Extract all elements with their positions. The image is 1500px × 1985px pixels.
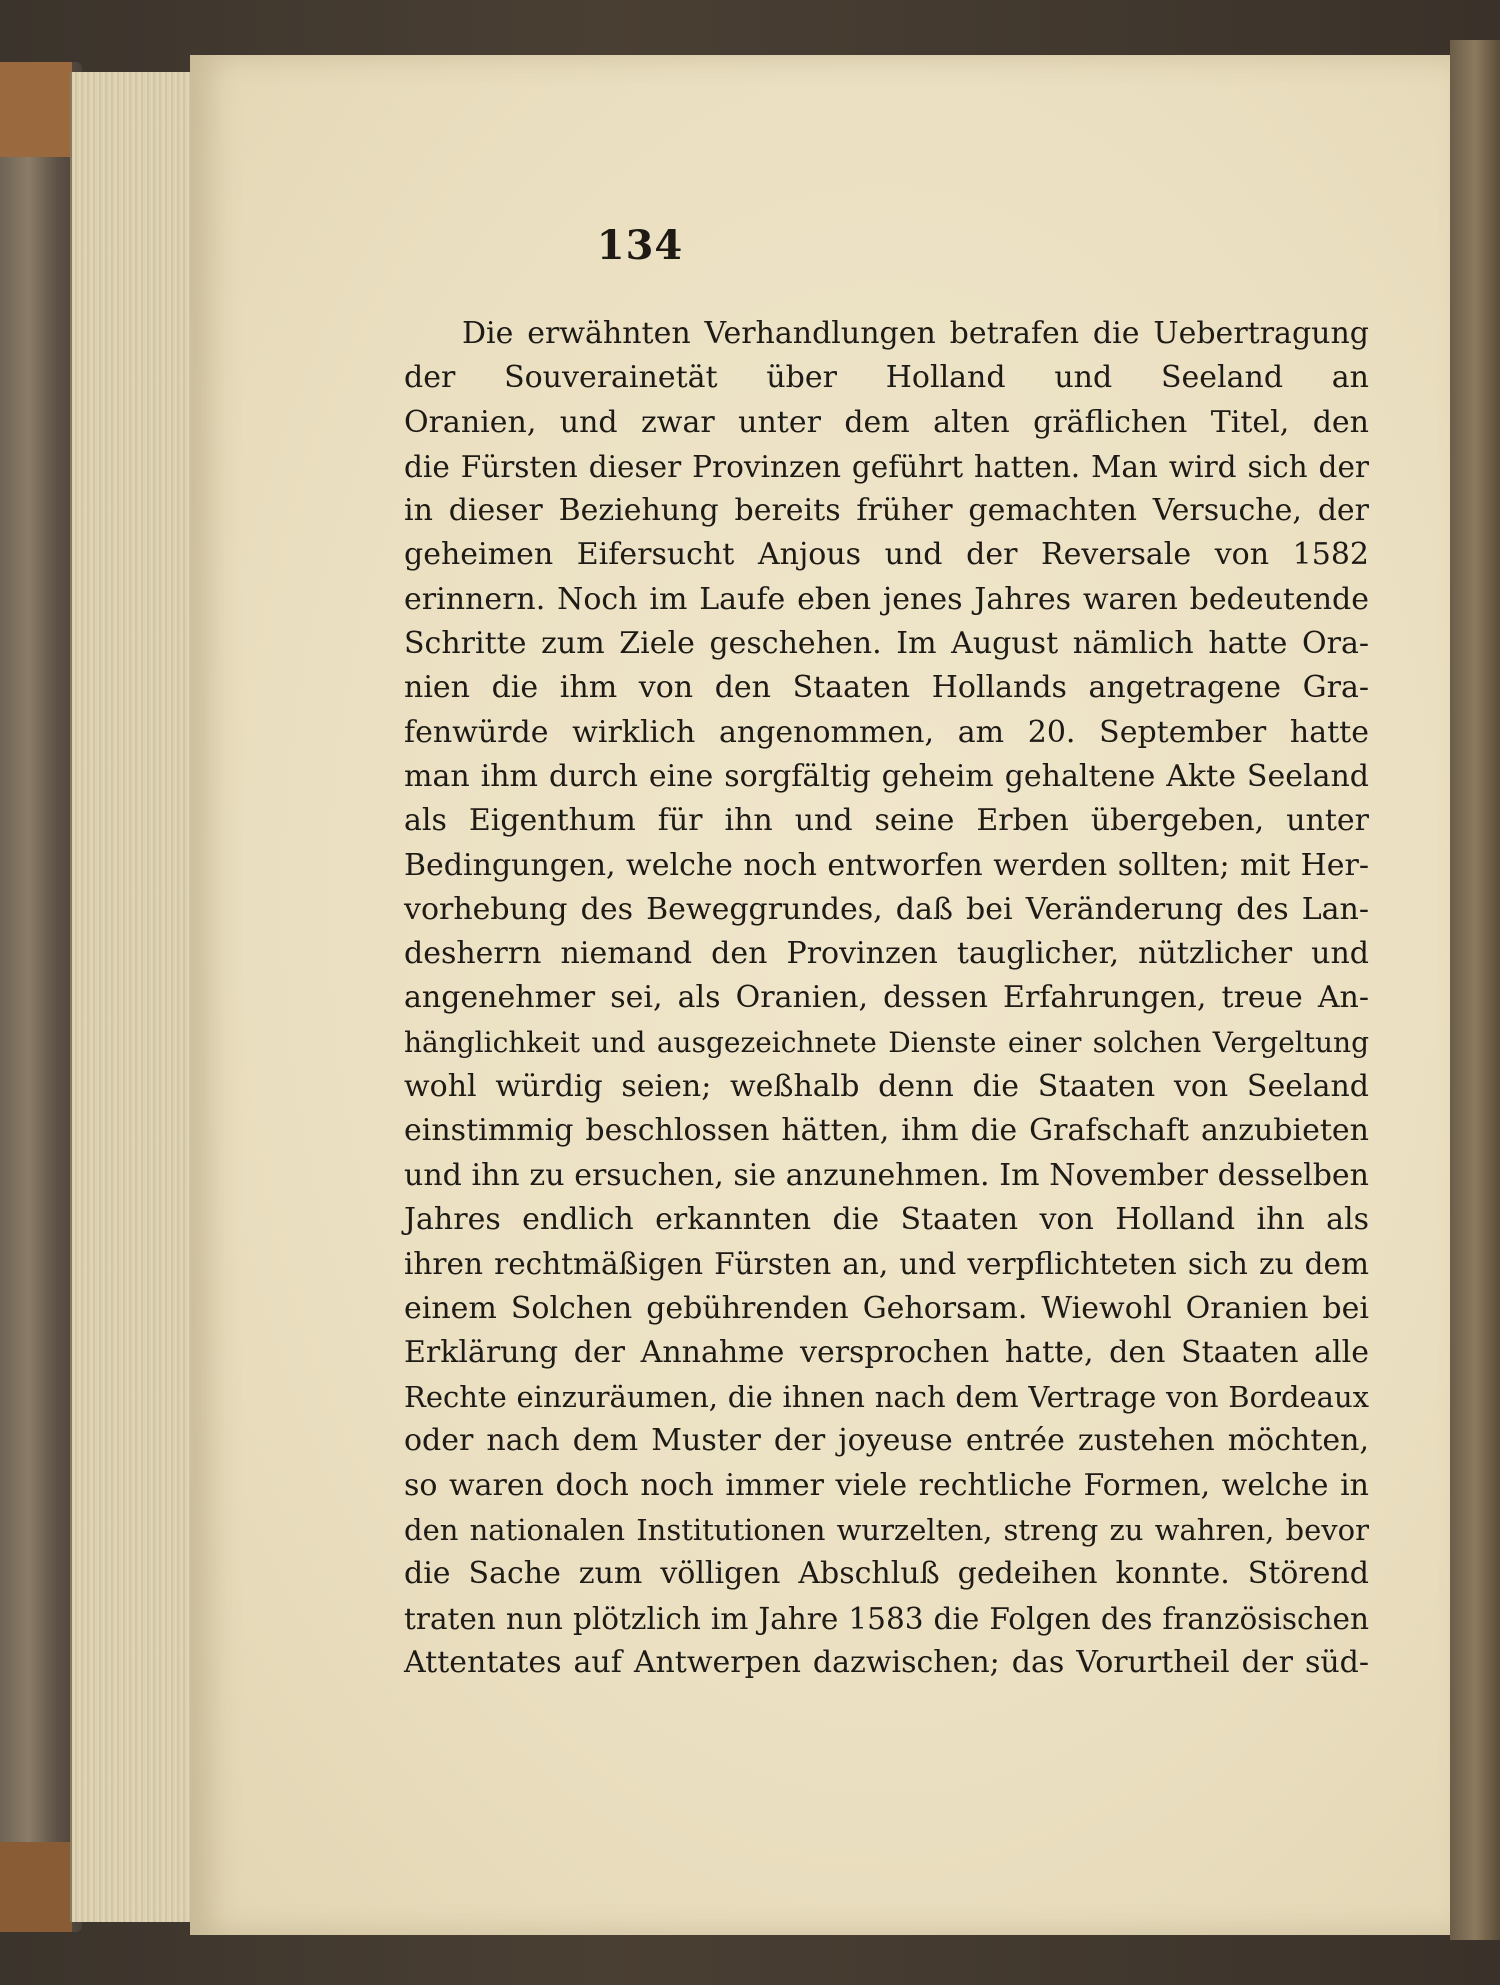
text-line: ihren rechtmäßigen Fürsten an, und verpflichteten sich zu dem — [404, 1247, 1369, 1282]
text-line: geheimen Eifersucht Anjous und der Reversale von 1582 — [404, 537, 1369, 573]
text-line: einem Solchen gebührenden Gehorsam. Wiewohl Oranien bei — [404, 1290, 1369, 1326]
text-line: Oranien, und zwar unter dem alten gräflichen Titel, den — [404, 404, 1369, 440]
text-line: fenwürde wirklich angenommen, am 20. September hatte — [404, 714, 1369, 750]
text-line: vorhebung des Beweggrundes, daß bei Veränderung des Lan- — [404, 891, 1369, 927]
text-line: so waren doch noch immer viele rechtliche Formen, welche in — [404, 1467, 1369, 1503]
book-cover-right — [1450, 40, 1500, 1940]
text-line: oder nach dem Muster der joyeuse entrée zustehen möchten, — [404, 1423, 1369, 1459]
text-line: der Souverainetät über Holland und Seeland an — [404, 360, 1369, 396]
text-line: als Eigenthum für ihn und seine Erben übergeben, unter — [404, 803, 1369, 839]
text-line: den nationalen Institutionen wurzelten, streng zu wahren, bevor — [404, 1513, 1369, 1548]
text-line: Attentates auf Antwerpen dazwischen; das Vorurtheil der süd- — [404, 1644, 1369, 1680]
body-text — [404, 312, 1369, 1685]
text-line: wohl würdig seien; weßhalb denn die Staaten von Seeland — [404, 1069, 1369, 1105]
text-line: Bedingungen, welche noch entworfen werden sollten; mit Her- — [404, 847, 1369, 883]
text-line: Schritte zum Ziele geschehen. Im August nämlich hatte Ora- — [404, 626, 1369, 662]
text-line: angenehmer sei, als Oranien, dessen Erfahrungen, treue An- — [404, 980, 1369, 1016]
text-line: desherrn niemand den Provinzen tauglicher, nützlicher und — [404, 936, 1369, 972]
text-line: traten nun plötzlich im Jahre 1583 die Folgen des französischen — [404, 1601, 1369, 1636]
text-line: man ihm durch eine sorgfältig geheim gehaltene Akte Seeland — [404, 758, 1369, 794]
text-line: hänglichkeit und ausgezeichnete Dienste einer solchen Vergeltung — [404, 1025, 1369, 1059]
text-line: einstimmig beschlossen hätten, ihm die Grafschaft anzubieten — [404, 1113, 1369, 1149]
text-line: Erklärung der Annahme versprochen hatte, den Staaten alle — [404, 1334, 1369, 1370]
text-line: und ihn zu ersuchen, sie anzunehmen. Im November desselben — [404, 1157, 1369, 1193]
text-line: die Fürsten dieser Provinzen geführt hatten. Man wird sich der — [404, 449, 1369, 484]
page-edges — [70, 72, 207, 1922]
text-line: in dieser Beziehung bereits früher gemachten Versuche, der — [404, 493, 1369, 529]
text-line: erinnern. Noch im Laufe eben jenes Jahres waren bedeutende — [404, 581, 1369, 617]
text-line: die Sache zum völligen Abschluß gedeihen konnte. Störend — [404, 1556, 1369, 1592]
text-line: Rechte einzuräumen, die ihnen nach dem Vertrage von Bordeaux — [404, 1380, 1369, 1415]
page-number: 134 — [596, 222, 684, 269]
text-line: nien die ihm von den Staaten Hollands angetragene Gra- — [404, 670, 1369, 706]
text-line: Die erwähnten Verhandlungen betrafen die Uebertragung — [462, 316, 1369, 351]
text-line: Jahres endlich erkannten die Staaten von Holland ihn als — [404, 1201, 1369, 1237]
